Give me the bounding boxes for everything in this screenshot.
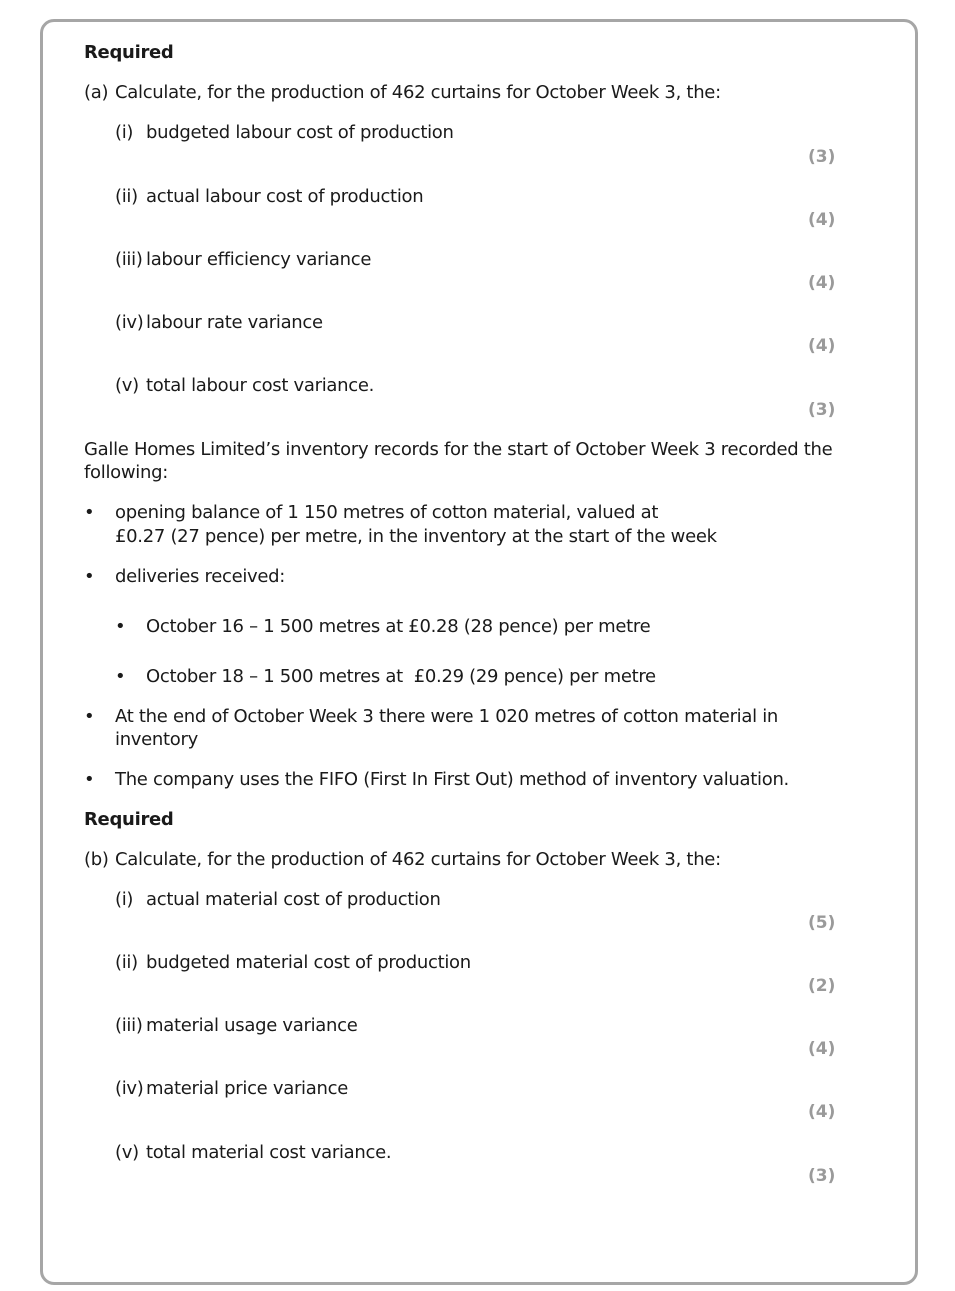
item-num: (iii) (115, 249, 143, 270)
item-text: actual labour cost of production (146, 186, 424, 207)
marks: (2) (808, 976, 836, 996)
bullet-text: £0.27 (27 pence) per metre, in the inventory at the start of the week (115, 526, 717, 547)
sub-bullet-text: October 18 – 1 500 metres at £0.29 (29 pence) per metre (146, 666, 656, 687)
item-text: material price variance (146, 1078, 348, 1099)
item-num: (v) (115, 1142, 139, 1163)
part-b-intro: Calculate, for the production of 462 curtains for October Week 3, the: (115, 849, 721, 870)
bullet-text: deliveries received: (115, 566, 286, 587)
bullet-icon: • (84, 706, 95, 727)
item-num: (ii) (115, 952, 138, 973)
part-b-label: (b) (84, 849, 109, 870)
bullet-text: At the end of October Week 3 there were 1 020 metres of cotton material in (115, 706, 779, 727)
marks: (3) (808, 147, 836, 167)
bullet-text: inventory (115, 729, 198, 750)
item-num: (v) (115, 375, 139, 396)
item-num: (iii) (115, 1015, 143, 1036)
item-text: total labour cost variance. (146, 375, 375, 396)
item-num: (iv) (115, 312, 144, 333)
item-num: (ii) (115, 186, 138, 207)
info-paragraph: Galle Homes Limited’s inventory records for the start of October Week 3 recorded the (84, 439, 833, 460)
item-text: actual material cost of production (146, 889, 441, 910)
item-text: labour rate variance (146, 312, 323, 333)
item-text: material usage variance (146, 1015, 358, 1036)
marks: (4) (808, 273, 836, 293)
info-paragraph: following: (84, 462, 168, 483)
item-text: budgeted labour cost of production (146, 122, 454, 143)
required-heading-a: Required (84, 42, 174, 63)
marks: (4) (808, 1102, 836, 1122)
item-text: total material cost variance. (146, 1142, 392, 1163)
item-text: budgeted material cost of production (146, 952, 471, 973)
bullet-icon: • (115, 666, 126, 687)
marks: (4) (808, 1039, 836, 1059)
bullet-text: The company uses the FIFO (First In First Out) method of inventory valuation. (115, 769, 789, 790)
required-heading-b: Required (84, 809, 174, 830)
marks: (5) (808, 913, 836, 933)
part-a-label: (a) (84, 82, 109, 103)
bullet-icon: • (84, 502, 95, 523)
part-a-intro: Calculate, for the production of 462 curtains for October Week 3, the: (115, 82, 721, 103)
marks: (4) (808, 210, 836, 230)
bullet-text: opening balance of 1 150 metres of cotton material, valued at (115, 502, 659, 523)
item-text: labour efficiency variance (146, 249, 372, 270)
sub-bullet-text: October 16 – 1 500 metres at £0.28 (28 pence) per metre (146, 616, 651, 637)
bullet-icon: • (84, 566, 95, 587)
bullet-icon: • (115, 616, 126, 637)
item-num: (i) (115, 122, 134, 143)
bullet-icon: • (84, 769, 95, 790)
item-num: (i) (115, 889, 134, 910)
marks: (4) (808, 336, 836, 356)
item-num: (iv) (115, 1078, 144, 1099)
marks: (3) (808, 1166, 836, 1186)
marks: (3) (808, 400, 836, 420)
